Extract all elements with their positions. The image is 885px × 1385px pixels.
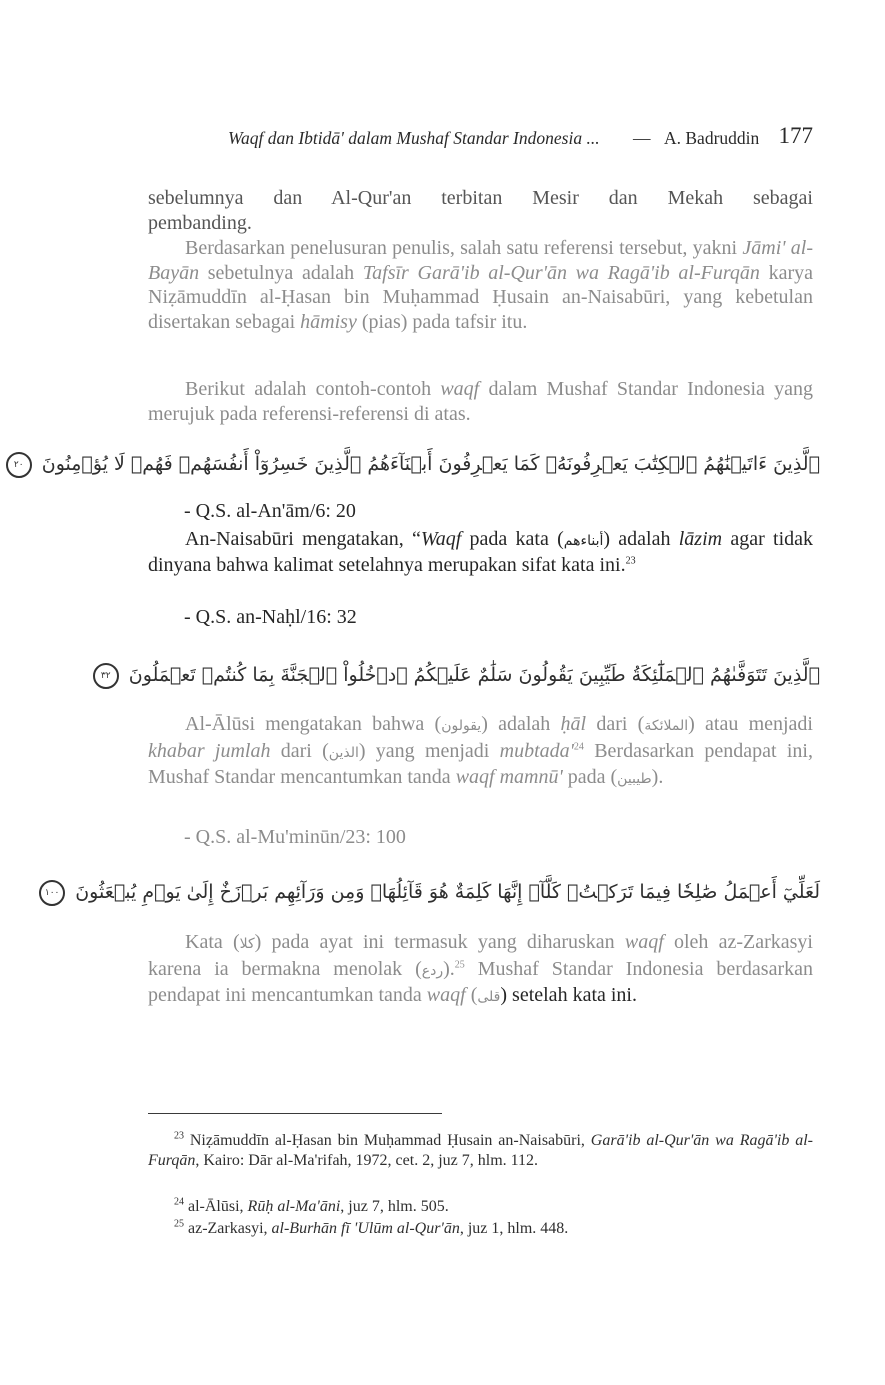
footnote-23-text-2: , Kairo: Dār al-Ma'rifah, 1972, cet. 2, juz 7, hlm. 112. [195,1151,539,1169]
p4-italic-waqf: Waqf [420,528,462,550]
p5-text-1: Al-Ālūsi mengatakan bahwa ( [185,713,442,735]
footnote-ref-25: 25 [454,958,465,970]
verse-2-reference: - Q.S. an-Naḥl/16: 32 [184,606,357,628]
paragraph-6 [148,930,813,1010]
page-number: 177 [778,123,813,148]
paragraph-1-line-2: pembanding. [148,212,252,234]
p5-arabic-alladhina: الذين [328,744,359,761]
footnote-24-number: 24 [174,1196,184,1208]
footnote-25-number: 25 [174,1218,184,1230]
p4-text-4: agar tidak dinyana bahwa kalimat setelahnya merupakan sifat kata ini. [148,528,814,576]
verse-2-text: ٱلَّذِينَ تَتَوَفَّىٰهُمُ ٱلۡمَلَٰٓئِكَةُ طَيِّبِينَ يَقُولُونَ سَلَٰمٌ عَلَيۡكُمُ ٱدۡخُلُواْ ٱلۡجَنَّةَ بِمَا كُنتُمۡ تَعۡمَلُونَ [128,664,820,686]
verse-end-marker-icon: ٢٠ [6,452,32,478]
quran-verse-al-muminun-100 [44,875,820,909]
p5-arabic-al-malaikah: الملائكة [644,718,689,734]
p4-arabic-abnaahum: أبناءهم [563,533,604,549]
header-author: A. Badruddin [664,128,760,148]
footnote-24 [174,1197,449,1217]
p5-text-7: Berdasarkan pendapat ini, Mushaf Standar mencantumkan tanda [148,739,813,788]
paragraph-4 [148,527,813,577]
p5-arabic-yaquluna: يقولون [441,718,482,734]
paragraph-3 [148,377,813,426]
quran-verse-an-am-20 [13,447,820,481]
verse-3-reference: - Q.S. al-Mu'minūn/23: 100 [184,826,406,848]
footnote-25-title: al-Burhān fī 'Ulūm al-Qur'ān [271,1220,460,1237]
p6-arabic-kalla: كلا [239,936,255,952]
verse-1-text: ٱلَّذِينَ ءَاتَيۡنَٰهُمُ ٱلۡكِتَٰبَ يَعۡرِفُونَهُۥ كَمَا يَعۡرِفُونَ أَبۡنَآءَهُمُ ٱلَّذِينَ خَسِرُوٓاْ أَنفُسَهُمۡ فَهُمۡ لَا يُؤۡمِنُونَ [41,453,820,475]
p3-italic-waqf: waqf [440,378,480,400]
verse-3-text: لَعَلِّيٓ أَعۡمَلُ صَٰلِحٗا فِيمَا تَرَكۡتُۚ كَلَّآۚ إِنَّهَا كَلِمَةٌ هُوَ قَآئِلُهَاۖ وَمِن وَرَآئِهِم بَرۡزَخٌ إِلَىٰ يَوۡمِ يُبۡعَثُونَ [75,881,820,903]
p5-italic-hal: ḥāl [560,713,587,735]
p3-text-2: dalam Mushaf Standar Indonesia yang merujuk pada referensi-referensi di atas. [148,378,813,425]
p5-text-3: dari ( [586,713,645,735]
p4-text-3: ) adalah [603,528,679,550]
footnote-23-number: 23 [174,1130,184,1142]
p5-text-8: pada ( [562,766,618,788]
paragraph-5 [148,712,813,792]
footnote-divider [148,1113,442,1114]
footnote-25-text-1: az-Zarkasyi, [188,1220,272,1237]
p4-text-1: An-Naisabūri mengatakan, “ [185,528,421,550]
p5-text-4: ) atau menjadi [688,713,813,735]
verse-end-marker-icon: ٣٢ [93,663,119,689]
verse-1-reference: - Q.S. al-An'ām/6: 20 [184,500,356,522]
footnote-25-text-2: , juz 1, hlm. 448. [459,1220,569,1237]
p3-text-1: Berikut adalah contoh-contoh [185,378,441,400]
paragraph-1-line-1: sebelumnya dan Al-Qur'an terbitan Mesir dan Mekah sebagai [148,187,813,209]
p2-text-3: karya Niẓāmuddīn al-Ḥasan bin Muḥammad Ḥusain an-Naisabūri, yang kebetulan disertakan sebagai [148,261,813,333]
running-header [228,123,813,156]
p6-text-5: Mushaf Standar Indonesia berdasarkan pendapat ini mencantumkan tanda [148,957,813,1006]
p2-italic-hamisy: hāmisy [300,310,357,333]
footnote-ref-23: 23 [625,555,636,567]
p6-arabic-qila: قلى [477,989,501,1005]
footnote-24-text-1: al-Ālūsi, [188,1198,248,1215]
header-dash: — [633,128,651,148]
footnote-23-text-1: Niẓāmuddīn al-Ḥasan bin Muḥammad Ḥusain an-Naisabūri, [189,1132,591,1149]
p6-text-6: ( [465,984,478,1006]
p6-text-3: oleh az-Zarkasyi karena ia bermakna menolak ( [148,931,813,980]
p2-italic-tafsir-title: Tafsīr Garā'ib al-Qur'ān wa Ragā'ib al-Furqān [362,261,760,284]
paragraph-2 [148,236,813,334]
p6-text-4: ). [443,957,455,980]
header-title: Waqf dan Ibtidā' dalam Mushaf Standar Indonesia ... [228,128,600,148]
p5-text-5: dari ( [270,739,329,762]
p5-italic-mubtada: mubtada' [499,739,574,762]
p2-text-2: sebetulnya adalah [199,261,363,284]
p6-italic-waqf-2: waqf [426,984,466,1006]
footnote-25 [174,1219,568,1239]
p2-italic-jami-al-bayan: Jāmi' al-Bayān [148,237,813,284]
p5-text-2: ) adalah [481,713,561,735]
footnote-23 [148,1131,813,1170]
p2-text-4: (pias) pada tafsir itu. [356,310,528,333]
verse-end-marker-icon: ١٠٠ [39,880,65,906]
p6-arabic-rad: ردع [421,962,444,979]
p5-italic-waqf-mamnu: waqf mamnū' [455,766,563,788]
p4-italic-lazim: lāzim [678,528,723,550]
footnote-ref-24: 24 [573,740,584,752]
p5-text-6: ) yang menjadi [358,739,500,762]
p4-text-2: pada kata ( [461,528,564,550]
p6-text-7: ) setelah kata ini. [500,984,637,1006]
p2-text-1: Berdasarkan penelusuran penulis, salah satu referensi tersebut, yakni [185,237,743,259]
p6-italic-waqf: waqf [624,931,664,953]
p5-text-9: ). [651,766,664,788]
footnote-24-title: Rūḥ al-Ma'āni [247,1198,341,1215]
p6-text-1: Kata ( [185,931,240,953]
quran-verse-an-nahl-32 [100,658,820,692]
p5-italic-khabar-jumlah: khabar jumlah [148,739,271,762]
p5-arabic-tayyibina: طيبين [617,771,652,787]
p6-text-2: ) pada ayat ini termasuk yang diharuskan [254,931,625,953]
footnote-23-title: Garā'ib al-Qur'ān wa Ragā'ib al-Furqān [148,1132,813,1169]
footnote-24-text-2: , juz 7, hlm. 505. [340,1198,449,1215]
